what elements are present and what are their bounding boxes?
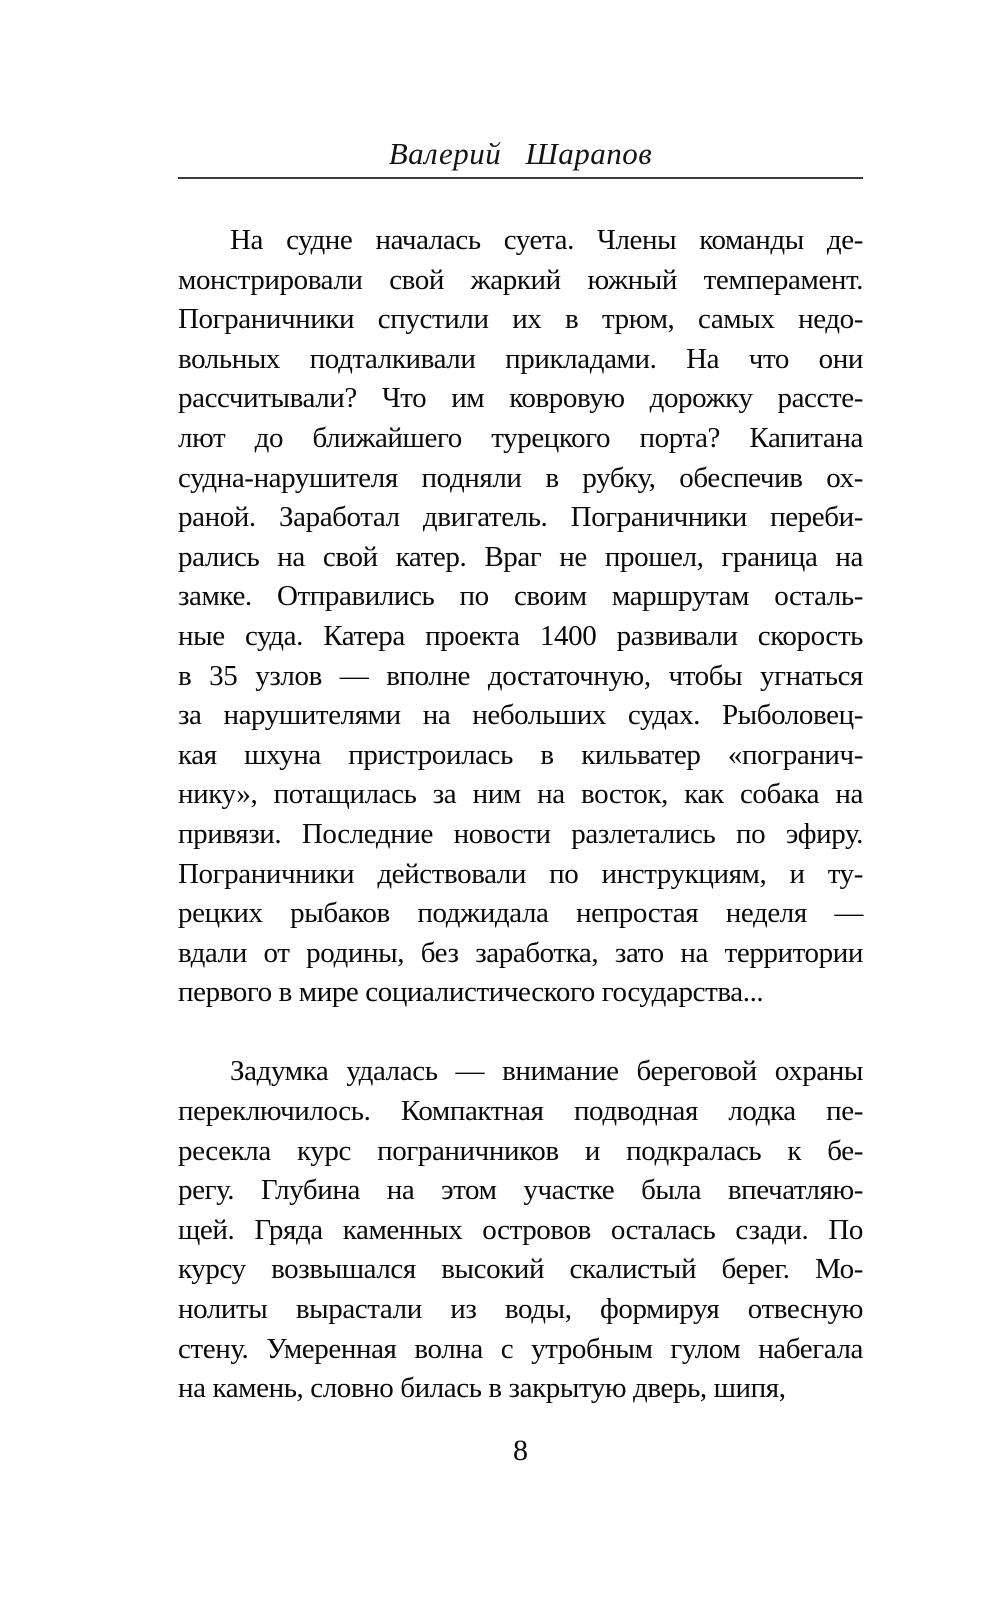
text-line: Пограничники действовали по инструкциям, и ту- [178, 857, 863, 890]
text-line: регу. Глубина на этом участке была впечатляю- [178, 1174, 863, 1207]
text-line: нику», потащилась за ним на восток, как собака на [178, 778, 863, 811]
text-line: замке. Отправились по своим маршрутам осталь- [178, 580, 863, 613]
text-line: кая шхуна пристроилась в кильватер «погранич- [178, 738, 863, 771]
text-line: переключилось. Компактная подводная лодка пе- [178, 1095, 863, 1128]
text-line: лют до ближайшего турецкого порта? Капитана [178, 421, 863, 454]
text-line: На судне началась суета. Члены команды де- [230, 224, 863, 256]
text-line: вольных подталкивали прикладами. На что они [178, 342, 863, 375]
text-line: щей. Гряда каменных островов осталась сзади. По [178, 1213, 863, 1246]
text-line: на камень, словно билась в закрытую дверь, шипя, [178, 1372, 786, 1405]
text-line: первого в мире социалистического государства... [178, 976, 764, 1009]
text-line: вдали от родины, без заработка, зато на территории [178, 936, 863, 969]
page-number: 8 [513, 1434, 528, 1467]
text-line: монстрировали свой жаркий южный темперамент. [178, 263, 863, 296]
text-line: рались на свой катер. Враг не прошел, граница на [178, 540, 863, 573]
text-line: ные суда. Катера проекта 1400 развивали скорость [178, 619, 863, 652]
text-line: рассчитывали? Что им ковровую дорожку рассте- [178, 382, 863, 415]
text-line: стену. Умеренная волна с утробным гулом набегала [178, 1332, 863, 1365]
text-line: Пограничники спустили их в трюм, самых недо- [178, 303, 863, 336]
text-line: раной. Заработал двигатель. Пограничники переби- [178, 501, 863, 534]
paragraph-2 [178, 1052, 863, 1408]
running-header-author: Валерий Шарапов [388, 136, 653, 171]
paragraph-1 [178, 221, 863, 1013]
text-line: курсу возвышался высокий скалистый берег. Мо- [178, 1253, 863, 1286]
header-rule [178, 177, 863, 179]
text-line: в 35 узлов — вполне достаточную, чтобы угнаться [178, 659, 863, 692]
text-line: за нарушителями на небольших судах. Рыболовец- [178, 699, 863, 732]
text-line: нолиты вырастали из воды, формируя отвесную [178, 1293, 863, 1326]
text-line: ресекла курс пограничников и подкралась к бе- [178, 1134, 863, 1167]
page-body-text [178, 221, 863, 1409]
text-line: судна-нарушителя подняли в рубку, обеспечив ох- [178, 461, 863, 494]
text-line: рецких рыбаков поджидала непростая неделя — [178, 897, 863, 930]
text-line: Задумка удалась — внимание береговой охраны [230, 1055, 863, 1088]
text-line: привязи. Последние новости разлетались по эфиру. [178, 817, 863, 850]
